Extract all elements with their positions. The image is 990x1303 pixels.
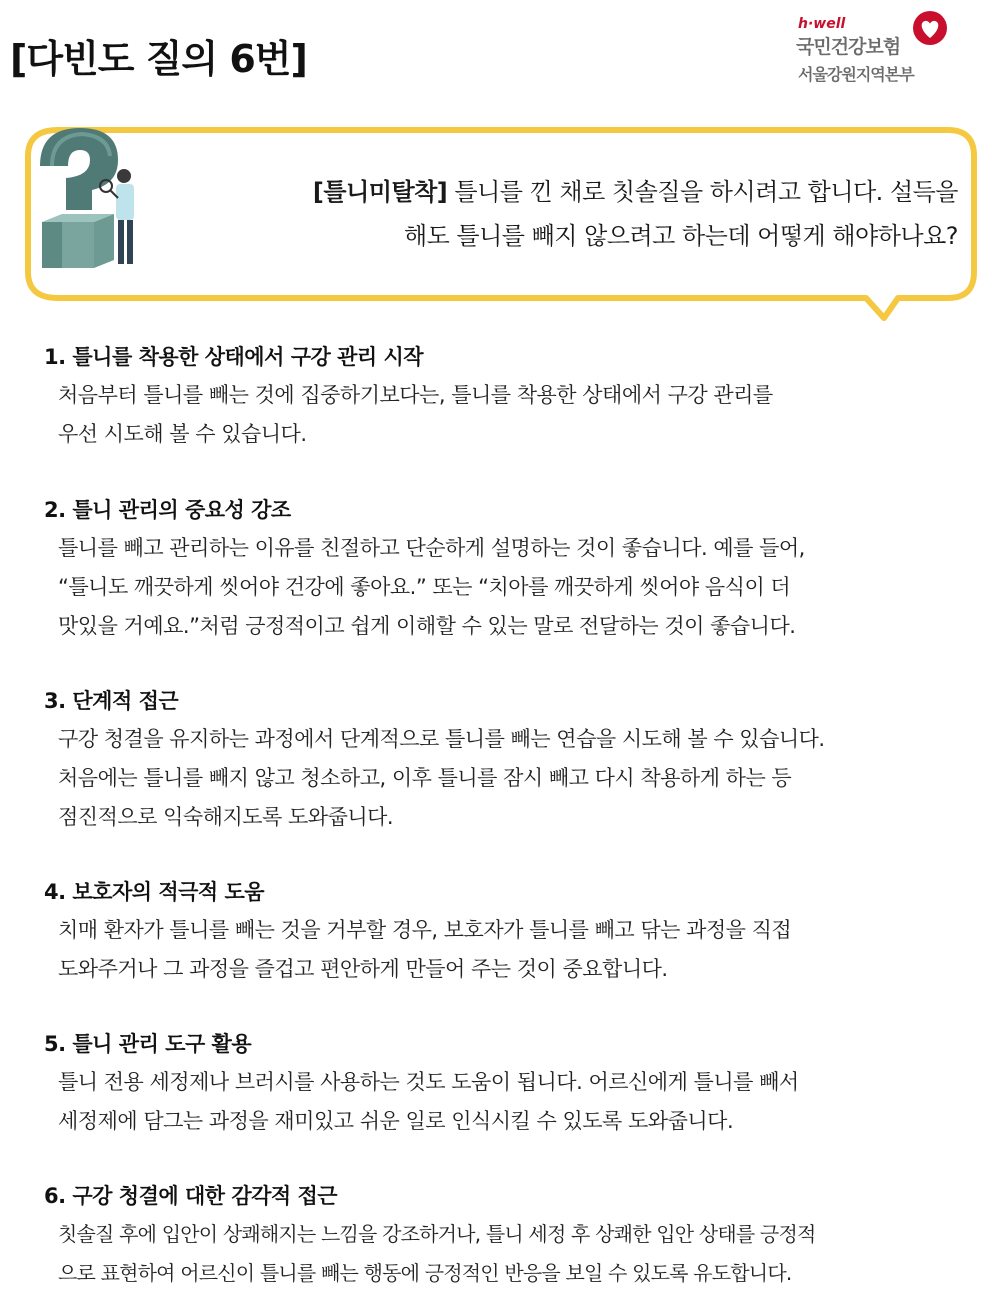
section-title: 6. 구강 청결에 대한 감각적 접근	[44, 1184, 338, 1208]
question-text	[158, 170, 958, 258]
question-line-1	[158, 170, 958, 214]
section-line: 구강 청결을 유지하는 과정에서 단계적으로 틀니를 빼는 연습을 시도해 볼 수 있습니다.	[58, 727, 825, 751]
question-mark-person-icon	[18, 126, 158, 276]
question-line-1-text: 틀니를 낀 채로 칫솔질을 하시려고 합니다. 설득을	[447, 178, 958, 206]
logo-hwell-text: h·well	[798, 16, 846, 32]
logo-branch-name: 서울강원지역본부	[798, 65, 914, 84]
section-body	[44, 529, 964, 646]
answer-section-1	[44, 338, 964, 454]
section-line: 틀니를 빼고 관리하는 이유를 친절하고 단순하게 설명하는 것이 좋습니다. 예를 들어,	[58, 536, 805, 560]
answer-section-5	[44, 1025, 964, 1141]
question-line-2: 해도 틀니를 빼지 않으려고 하는데 어떻게 해야하나요?	[403, 222, 958, 250]
section-line: 으로 표현하여 어르신이 틀니를 빼는 행동에 긍정적인 반응을 보일 수 있도록 유도합니다.	[58, 1261, 792, 1285]
section-line: 처음에는 틀니를 빼지 않고 청소하고, 이후 틀니를 잠시 빼고 다시 착용하게 하는 등	[58, 766, 792, 790]
answer-section-4	[44, 873, 964, 989]
section-line: 맛있을 거예요.”처럼 긍정적이고 쉽게 이해할 수 있는 말로 전달하는 것이 좋습니다.	[58, 614, 796, 638]
section-title: 4. 보호자의 적극적 도움	[44, 880, 265, 904]
section-line: “틀니도 깨끗하게 씻어야 건강에 좋아요.” 또는 “치아를 깨끗하게 씻어야 음식이 더	[58, 575, 791, 599]
section-body	[44, 720, 964, 837]
answer-section-2	[44, 491, 964, 646]
answer-section-3	[44, 682, 964, 837]
section-title: 1. 틀니를 착용한 상태에서 구강 관리 시작	[44, 345, 424, 369]
nhis-logo	[752, 10, 952, 90]
section-title: 5. 틀니 관리 도구 활용	[44, 1032, 252, 1056]
section-line: 칫솔질 후에 입안이 상쾌해지는 느낌을 강조하거나, 틀니 세정 후 상쾌한 입안 상태를 긍정적	[58, 1222, 816, 1246]
page-title: [다빈도 질의 6번]	[10, 37, 307, 81]
section-line: 우선 시도해 볼 수 있습니다.	[58, 422, 307, 446]
section-body	[44, 911, 964, 989]
section-line: 치매 환자가 틀니를 빼는 것을 거부할 경우, 보호자가 틀니를 빼고 닦는 과정을 직접	[58, 918, 792, 942]
section-line: 점진적으로 익숙해지도록 도와줍니다.	[58, 805, 394, 829]
section-body	[44, 1063, 964, 1141]
section-title: 3. 단계적 접근	[44, 689, 179, 713]
question-tag: [틀니미탈착]	[312, 178, 448, 206]
section-body	[44, 376, 964, 454]
answer-section-6	[44, 1177, 964, 1293]
section-line: 틀니 전용 세정제나 브러시를 사용하는 것도 도움이 됩니다. 어르신에게 틀니를 빼서	[58, 1070, 799, 1094]
section-body	[44, 1215, 964, 1293]
section-line: 세정제에 담그는 과정을 재미있고 쉬운 일로 인식시킬 수 있도록 도와줍니다.	[58, 1109, 734, 1133]
heart-icon	[910, 10, 950, 50]
section-title: 2. 틀니 관리의 중요성 강조	[44, 498, 291, 522]
answer-list	[44, 338, 964, 1293]
section-line: 처음부터 틀니를 빼는 것에 집중하기보다는, 틀니를 착용한 상태에서 구강 관리를	[58, 383, 773, 407]
section-line: 도와주거나 그 과정을 즐겁고 편안하게 만들어 주는 것이 중요합니다.	[58, 957, 668, 981]
logo-brand-name: 국민건강보험	[796, 36, 901, 58]
question-bubble	[18, 126, 980, 326]
